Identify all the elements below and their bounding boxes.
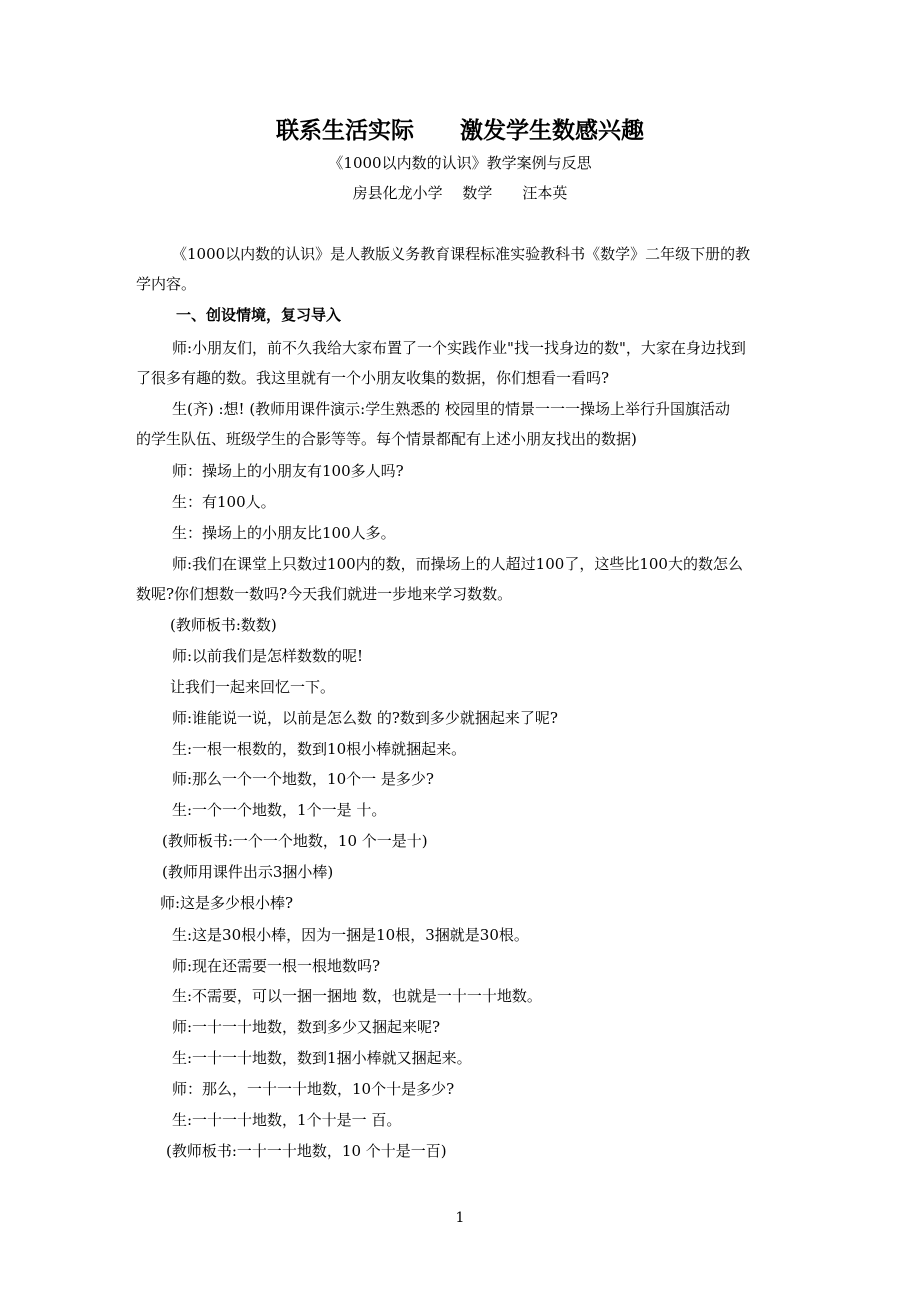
body-line: 让我们一起来回忆一下。 <box>170 678 336 696</box>
body-line: 师:以前我们是怎样数数的呢! <box>172 647 364 665</box>
section-heading: 一、创设情境，复习导入 <box>176 306 342 324</box>
body-line: 师:一十一十地数，数到多少又捆起来呢? <box>172 1018 441 1036</box>
body-line: (教师板书:一十一十地数，10 个十是一百) <box>166 1142 447 1160</box>
body-line: 师:我们在课堂上只数过100内的数，而操场上的人超过100了，这些比100大的数怎么 <box>172 555 743 573</box>
body-line: 数呢?你们想数一数吗?今天我们就进一步地来学习数数。 <box>136 585 513 603</box>
body-line: 师：操场上的小朋友有100多人吗? <box>172 462 404 480</box>
body-line: 师:这是多少根小棒? <box>160 894 294 912</box>
body-line: 了很多有趣的数。我这里就有一个小朋友收集的数据，你们想看一看吗? <box>136 369 610 387</box>
document-title: 联系生活实际 激发学生数感兴趣 <box>276 118 644 144</box>
author-line: 房县化龙小学 数学 汪本英 <box>352 184 568 202</box>
body-line: 生:这是30根小棒，因为一捆是10根，3捆就是30根。 <box>172 926 529 944</box>
document-subtitle: 《1000以内数的认识》教学案例与反思 <box>328 154 592 172</box>
body-line: 师:小朋友们，前不久我给大家布置了一个实践作业"找一找身边的数"，大家在身边找到 <box>172 339 746 357</box>
body-line: 生:一十一十地数，1个十是一 百。 <box>172 1111 402 1129</box>
body-line: 《1000以内数的认识》是人教版义务教育课程标准实验教科书《数学》二年级下册的教 <box>172 245 751 263</box>
body-line: 生:不需要，可以一捆一捆地 数，也就是一十一十地数。 <box>172 987 542 1005</box>
body-line: 的学生队伍、班级学生的合影等等。每个情景都配有上述小朋友找出的数据) <box>136 430 637 448</box>
body-line: 师：那么，一十一十地数，10个十是多少? <box>172 1080 455 1098</box>
body-line: 生:一十一十地数，数到1捆小棒就又捆起来。 <box>172 1049 472 1067</box>
body-line: 生：操场上的小朋友比100人多。 <box>172 524 396 542</box>
body-line: (教师板书:一个一个地数，10 个一是十) <box>162 832 428 850</box>
body-line: 生：有100人。 <box>172 493 276 511</box>
body-line: 学内容。 <box>136 275 197 293</box>
page-number: 1 <box>455 1210 465 1226</box>
body-line: 生:一根一根数的，数到10根小棒就捆起来。 <box>172 740 467 758</box>
body-line: 师:那么一个一个地数，10个一 是多少? <box>172 770 434 788</box>
body-line: 生(齐) :想! (教师用课件演示:学生熟悉的 校园里的情景一一一操场上举行升国旗活动 <box>172 400 730 418</box>
body-line: 师:现在还需要一根一根地数吗? <box>172 957 381 975</box>
body-line: 师:谁能说一说，以前是怎么数 的?数到多少就捆起来了呢? <box>172 709 558 727</box>
body-line: (教师用课件出示3捆小棒) <box>162 863 334 881</box>
body-line: 生:一个一个地数，1个一是 十。 <box>172 801 387 819</box>
body-line: (教师板书:数数) <box>170 616 277 634</box>
